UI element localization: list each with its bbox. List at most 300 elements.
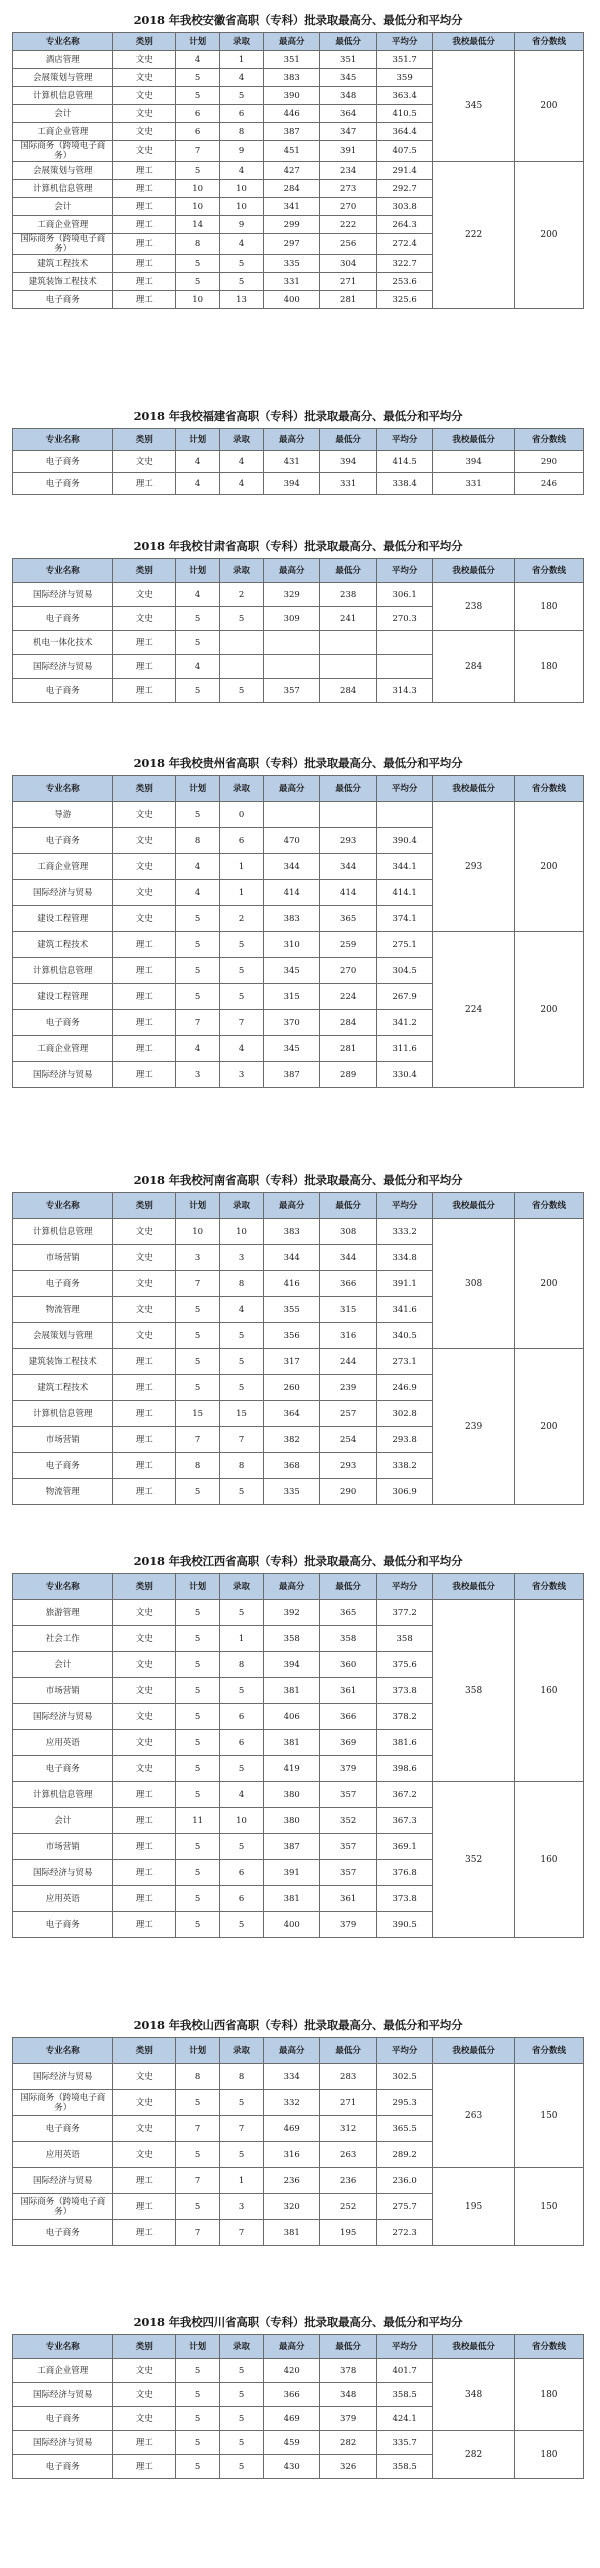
table-cell: 400 [263,1912,319,1938]
table-cell: 291.4 [376,162,432,180]
table-cell: 470 [263,828,319,854]
table-cell: 4 [220,473,264,495]
school-min-cell: 394 [433,451,515,473]
table-cell: 10 [176,1219,220,1245]
table-cell: 5 [176,1730,220,1756]
column-header: 最低分 [320,1574,376,1600]
table-cell: 365.5 [376,2116,432,2142]
table-cell: 6 [220,1704,264,1730]
school-min-cell: 224 [433,932,515,1088]
table-cell: 5 [176,631,220,655]
table-cell: 297 [263,234,319,255]
table-cell: 270 [320,198,376,216]
table-cell: 334 [263,2064,319,2090]
table-cell: 236 [320,2168,376,2194]
table-cell: 理工 [113,1036,176,1062]
table-cell: 5 [176,2142,220,2168]
table-cell: 5 [176,679,220,703]
table-cell: 368 [263,1453,319,1479]
table-cell: 358 [376,1626,432,1652]
column-header: 录取 [220,1574,264,1600]
table-cell: 10 [176,180,220,198]
column-header: 最低分 [320,33,376,51]
table-cell: 4 [220,1036,264,1062]
table-cell: 281 [320,1036,376,1062]
table-cell: 391.1 [376,1271,432,1297]
major-name-cell: 物流管理 [13,1297,113,1323]
column-header: 省分数线 [514,776,583,802]
table-cell: 5 [176,255,220,273]
section-henan [12,1172,584,1505]
major-name-cell: 国际经济与贸易 [13,2168,113,2194]
table-cell: 5 [220,2407,264,2431]
major-name-cell: 电子商务 [13,1756,113,1782]
column-header: 类别 [113,776,176,802]
table-cell: 5 [176,2090,220,2116]
major-name-cell: 物流管理 [13,1479,113,1505]
table-cell: 378 [320,2359,376,2383]
table-cell: 381 [263,1886,319,1912]
column-header: 最低分 [320,776,376,802]
table-cell: 理工 [113,2220,176,2246]
table-cell: 5 [220,1834,264,1860]
table-cell: 381 [263,1678,319,1704]
table-cell: 7 [176,1427,220,1453]
table-cell: 文史 [113,2116,176,2142]
table-cell: 5 [176,2431,220,2455]
school-min-cell: 345 [433,51,515,162]
table-cell: 401.7 [376,2359,432,2383]
table-cell: 320 [263,2194,319,2220]
major-name-cell: 电子商务 [13,828,113,854]
major-name-cell: 会计 [13,1652,113,1678]
table-cell: 234 [320,162,376,180]
major-name-cell: 建筑装饰工程技术 [13,273,113,291]
column-header: 录取 [220,33,264,51]
table-cell: 文史 [113,607,176,631]
column-header: 我校最低分 [433,2335,515,2359]
table-cell [376,655,432,679]
table-cell: 308 [320,1219,376,1245]
table-cell: 387 [263,1062,319,1088]
table-cell: 5 [176,2407,220,2431]
table-cell: 8 [176,2064,220,2090]
table-cell: 5 [176,958,220,984]
table-cell: 5 [176,2455,220,2479]
table-cell: 文史 [113,2407,176,2431]
province-line-cell: 200 [514,1349,583,1505]
table-cell: 4 [176,473,220,495]
table-cell: 7 [176,2220,220,2246]
table-cell: 文史 [113,2359,176,2383]
table-cell: 6 [220,1886,264,1912]
major-name-cell: 工商企业管理 [13,854,113,880]
table-cell: 469 [263,2116,319,2142]
table-cell: 5 [220,2090,264,2116]
table-cell: 5 [176,932,220,958]
table-cell: 260 [263,1375,319,1401]
table-cell: 文史 [113,2142,176,2168]
table-cell: 文史 [113,1756,176,1782]
table-cell: 414.1 [376,880,432,906]
table-cell: 3 [176,1062,220,1088]
table-cell: 312 [320,2116,376,2142]
table-cell: 380 [263,1808,319,1834]
table-cell: 316 [263,2142,319,2168]
table-cell: 361 [320,1886,376,1912]
table-cell: 292.7 [376,180,432,198]
major-name-cell: 工商企业管理 [13,2359,113,2383]
major-name-cell: 计算机信息管理 [13,958,113,984]
major-name-cell: 计算机信息管理 [13,87,113,105]
table-cell: 理工 [113,1401,176,1427]
table-cell: 325.6 [376,291,432,309]
table-cell: 329 [263,583,319,607]
school-min-cell: 222 [433,162,515,309]
table-cell: 5 [176,1834,220,1860]
column-header: 最低分 [320,559,376,583]
table-row [13,2168,584,2194]
table-cell: 理工 [113,162,176,180]
school-min-cell: 239 [433,1349,515,1505]
school-min-cell: 348 [433,2359,515,2431]
section-title: 2018 年我校甘肃省高职（专科）批录取最高分、最低分和平均分 [133,539,463,553]
column-header: 专业名称 [13,776,113,802]
section-fujian [12,408,584,495]
table-cell: 15 [220,1401,264,1427]
table-cell: 理工 [113,1349,176,1375]
score-table [12,32,584,309]
column-header: 我校最低分 [433,776,515,802]
table-cell: 10 [220,1219,264,1245]
major-name-cell: 会计 [13,198,113,216]
table-cell: 390.4 [376,828,432,854]
column-header: 平均分 [376,776,432,802]
table-cell: 8 [176,1453,220,1479]
table-cell: 256 [320,234,376,255]
column-header: 省分数线 [514,559,583,583]
table-cell: 5 [176,1652,220,1678]
major-name-cell: 电子商务 [13,451,113,473]
table-cell: 5 [176,2194,220,2220]
table-cell: 5 [220,1912,264,1938]
table-cell: 379 [320,1756,376,1782]
column-header: 平均分 [376,1193,432,1219]
table-cell: 355 [263,1297,319,1323]
table-cell: 224 [320,984,376,1010]
table-cell: 351.7 [376,51,432,69]
column-header: 省分数线 [514,1193,583,1219]
table-cell: 理工 [113,1062,176,1088]
major-name-cell: 会展策划与管理 [13,1323,113,1349]
section-anhui [12,12,584,309]
table-cell [376,631,432,655]
table-cell: 358 [263,1626,319,1652]
table-cell: 394 [320,451,376,473]
major-name-cell: 建筑工程技术 [13,1375,113,1401]
table-cell: 272.3 [376,2220,432,2246]
table-cell: 293.8 [376,1427,432,1453]
column-header: 我校最低分 [433,1574,515,1600]
table-cell: 文史 [113,2090,176,2116]
table-cell: 理工 [113,958,176,984]
table-cell: 309 [263,607,319,631]
table-cell: 356 [263,1323,319,1349]
column-header: 平均分 [376,1574,432,1600]
table-cell: 3 [220,1245,264,1271]
table-row [13,631,584,655]
section-guizhou [12,755,584,1088]
major-name-cell: 计算机信息管理 [13,1401,113,1427]
table-cell: 理工 [113,1479,176,1505]
table-cell: 378.2 [376,1704,432,1730]
table-cell [263,802,319,828]
table-cell: 284 [320,679,376,703]
table-row [13,2431,584,2455]
table-cell: 391 [263,1860,319,1886]
table-cell: 252 [320,2194,376,2220]
table-cell: 3 [220,1062,264,1088]
table-cell: 理工 [113,473,176,495]
table-cell: 5 [176,87,220,105]
table-cell: 357 [320,1834,376,1860]
major-name-cell: 国际经济与贸易 [13,2431,113,2455]
table-cell: 文史 [113,51,176,69]
section-jiangxi [12,1553,584,1938]
table-cell: 366 [320,1271,376,1297]
table-cell: 430 [263,2455,319,2479]
table-cell: 414 [263,880,319,906]
table-cell: 7 [176,2116,220,2142]
table-cell: 理工 [113,679,176,703]
table-cell: 6 [176,105,220,123]
column-header: 专业名称 [13,559,113,583]
major-name-cell: 电子商务 [13,679,113,703]
table-cell: 331 [320,473,376,495]
table-cell: 365 [320,906,376,932]
table-cell: 5 [176,2359,220,2383]
table-cell: 344 [263,1245,319,1271]
table-row [13,802,584,828]
table-cell: 431 [263,451,319,473]
major-name-cell: 国际经济与贸易 [13,2383,113,2407]
table-cell: 289.2 [376,2142,432,2168]
table-row [13,2064,584,2090]
table-cell: 8 [176,234,220,255]
table-cell: 7 [220,2116,264,2142]
table-cell: 文史 [113,141,176,162]
school-min-cell: 263 [433,2064,515,2168]
table-cell: 文史 [113,1600,176,1626]
table-cell: 5 [176,1886,220,1912]
province-line-cell: 200 [514,1219,583,1349]
table-cell: 338.2 [376,1453,432,1479]
table-cell: 315 [263,984,319,1010]
table-cell: 5 [220,932,264,958]
table-cell [220,655,264,679]
table-cell: 290 [320,1479,376,1505]
province-line-cell: 200 [514,802,583,932]
table-cell: 14 [176,216,220,234]
section-title: 2018 年我校江西省高职（专科）批录取最高分、最低分和平均分 [133,1554,463,1568]
school-min-cell: 293 [433,802,515,932]
section-title: 2018 年我校山西省高职（专科）批录取最高分、最低分和平均分 [133,2018,463,2032]
column-header: 我校最低分 [433,33,515,51]
table-cell: 理工 [113,216,176,234]
school-min-cell: 282 [433,2431,515,2479]
table-cell: 文史 [113,2064,176,2090]
major-name-cell: 国际商务（跨境电子商务） [13,234,113,255]
major-name-cell: 应用英语 [13,2142,113,2168]
province-line-cell: 160 [514,1600,583,1782]
table-cell: 284 [320,1010,376,1036]
table-cell: 5 [220,1323,264,1349]
table-cell: 7 [220,1427,264,1453]
table-cell: 271 [320,273,376,291]
table-cell: 293 [320,828,376,854]
table-cell: 316 [320,1323,376,1349]
table-cell: 5 [176,1860,220,1886]
table-cell: 文史 [113,906,176,932]
table-row [13,451,584,473]
table-cell: 5 [220,2455,264,2479]
table-cell: 366 [320,1704,376,1730]
table-cell: 400 [263,291,319,309]
table-cell: 273.1 [376,1349,432,1375]
column-header: 类别 [113,559,176,583]
column-header: 专业名称 [13,2038,113,2064]
table-cell: 5 [220,1349,264,1375]
column-header: 平均分 [376,559,432,583]
table-cell: 9 [220,141,264,162]
table-cell: 326 [320,2455,376,2479]
table-cell: 4 [176,451,220,473]
table-cell: 376.8 [376,1860,432,1886]
table-cell: 5 [176,1704,220,1730]
table-cell: 382 [263,1427,319,1453]
table-cell: 304 [320,255,376,273]
major-name-cell: 应用英语 [13,1886,113,1912]
table-cell: 406 [263,1704,319,1730]
major-name-cell: 国际商务（跨境电子商务） [13,2194,113,2220]
table-cell: 302.5 [376,2064,432,2090]
school-min-cell: 238 [433,583,515,631]
table-cell: 理工 [113,273,176,291]
table-cell: 5 [176,1912,220,1938]
table-cell: 333.2 [376,1219,432,1245]
major-name-cell: 工商企业管理 [13,1036,113,1062]
table-cell: 理工 [113,2168,176,2194]
table-cell: 5 [220,958,264,984]
table-cell: 238 [320,583,376,607]
table-cell: 367.3 [376,1808,432,1834]
table-cell: 347 [320,123,376,141]
table-cell [320,802,376,828]
major-name-cell: 电子商务 [13,2116,113,2142]
table-cell: 理工 [113,1912,176,1938]
column-header: 平均分 [376,33,432,51]
table-cell: 299 [263,216,319,234]
table-cell: 2 [220,583,264,607]
table-cell: 8 [220,2064,264,2090]
table-cell: 357 [320,1782,376,1808]
column-header: 录取 [220,2038,264,2064]
table-cell: 5 [176,1297,220,1323]
table-cell: 338.4 [376,473,432,495]
table-cell: 317 [263,1349,319,1375]
column-header: 最低分 [320,1193,376,1219]
table-cell: 334.8 [376,1245,432,1271]
table-cell: 理工 [113,1834,176,1860]
column-header: 最低分 [320,2038,376,2064]
table-cell: 369.1 [376,1834,432,1860]
table-cell: 文史 [113,1271,176,1297]
column-header: 类别 [113,429,176,451]
major-name-cell: 工商企业管理 [13,216,113,234]
table-cell: 5 [220,984,264,1010]
table-cell: 5 [220,1678,264,1704]
column-header: 录取 [220,1193,264,1219]
major-name-cell: 计算机信息管理 [13,180,113,198]
table-cell: 366 [263,2383,319,2407]
table-cell: 理工 [113,1375,176,1401]
table-cell: 0 [220,802,264,828]
table-cell: 理工 [113,234,176,255]
column-header: 计划 [176,429,220,451]
column-header: 最低分 [320,2335,376,2359]
table-cell: 283 [320,2064,376,2090]
table-cell: 394 [263,1652,319,1678]
table-cell: 6 [176,123,220,141]
major-name-cell: 电子商务 [13,473,113,495]
province-line-cell: 290 [514,451,583,473]
table-cell: 8 [220,1652,264,1678]
column-header: 计划 [176,559,220,583]
table-cell: 4 [176,583,220,607]
column-header: 省分数线 [514,33,583,51]
school-min-cell: 358 [433,1600,515,1782]
table-cell: 文史 [113,1730,176,1756]
province-line-cell: 200 [514,162,583,309]
section-gansu [12,538,584,703]
table-cell: 391 [320,141,376,162]
table-row [13,2359,584,2383]
column-header: 最高分 [263,1193,319,1219]
column-header: 省分数线 [514,2038,583,2064]
province-line-cell: 180 [514,583,583,631]
table-cell: 4 [176,51,220,69]
table-row [13,583,584,607]
school-min-cell: 352 [433,1782,515,1938]
table-cell: 6 [220,1860,264,1886]
table-cell: 348 [320,87,376,105]
province-line-cell: 200 [514,932,583,1088]
major-name-cell: 电子商务 [13,1453,113,1479]
table-cell: 419 [263,1756,319,1782]
table-cell: 340.5 [376,1323,432,1349]
table-cell: 文史 [113,583,176,607]
major-name-cell: 国际经济与贸易 [13,1704,113,1730]
table-cell [220,631,264,655]
table-cell: 195 [320,2220,376,2246]
major-name-cell: 市场营销 [13,1245,113,1271]
table-cell: 理工 [113,291,176,309]
table-cell: 363.4 [376,87,432,105]
table-cell: 375.6 [376,1652,432,1678]
table-cell: 341 [263,198,319,216]
province-line-cell: 200 [514,51,583,162]
column-header: 录取 [220,429,264,451]
